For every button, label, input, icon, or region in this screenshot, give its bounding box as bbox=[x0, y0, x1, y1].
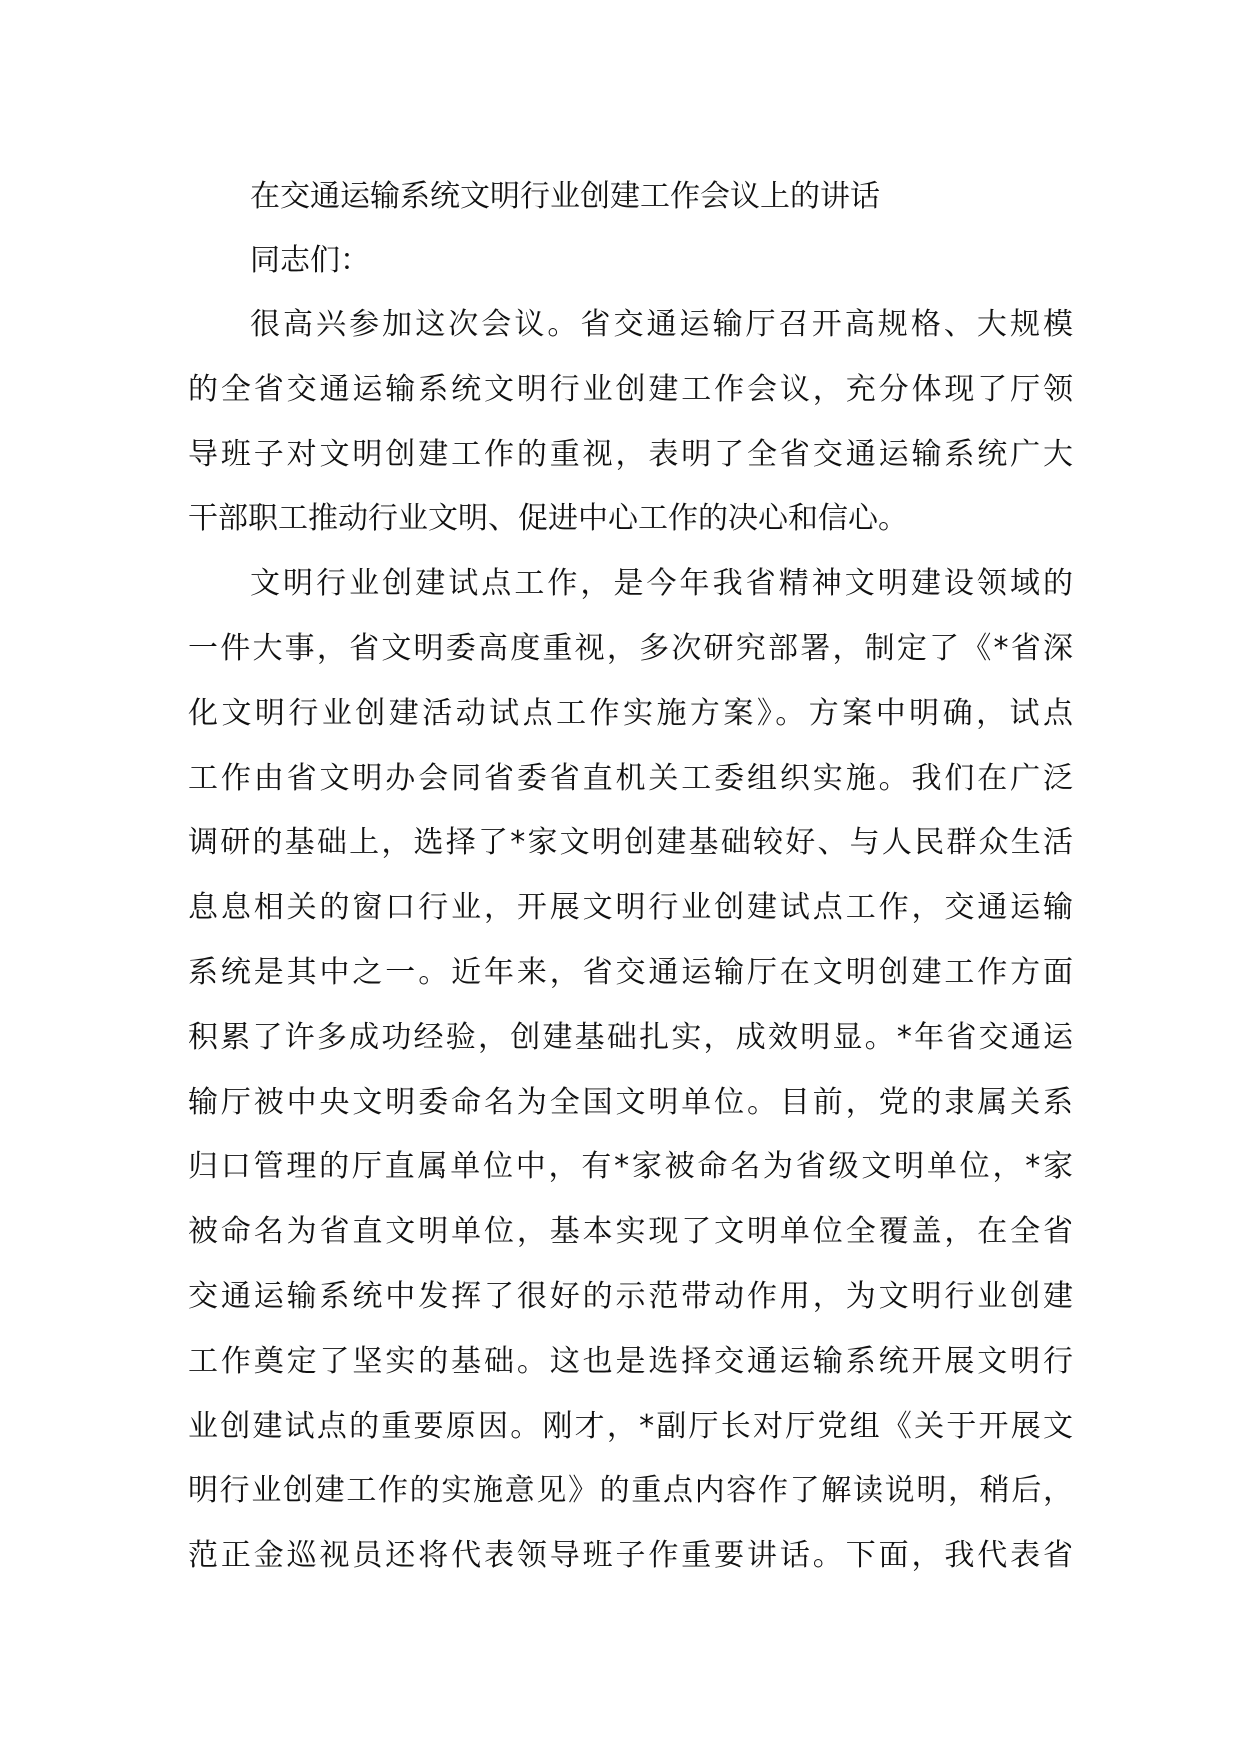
paragraph-2 bbox=[188, 552, 1073, 1589]
text-line: 一件大事，省文明委高度重视，多次研究部署，制定了《*省深 bbox=[188, 630, 1073, 666]
text-line: 系统是其中之一。近年来，省交通运输厅在文明创建工作方面 bbox=[188, 954, 1073, 990]
text-line: 输厅被中央文明委命名为全国文明单位。目前，党的隶属关系 bbox=[188, 1084, 1073, 1120]
text-line: 调研的基础上，选择了*家文明创建基础较好、与人民群众生活 bbox=[188, 825, 1073, 861]
text-line: 业创建试点的重要原因。刚才，*副厅长对厅党组《关于开展文 bbox=[188, 1408, 1073, 1444]
text-line: 明行业创建工作的实施意见》的重点内容作了解读说明，稍后， bbox=[188, 1473, 1073, 1509]
text-line: 积累了许多成功经验，创建基础扎实，成效明显。*年省交通运 bbox=[188, 1019, 1073, 1055]
text-line: 工作由省文明办会同省委省直机关工委组织实施。我们在广泛 bbox=[188, 760, 1073, 796]
text-line: 化文明行业创建活动试点工作实施方案》。方案中明确，试点 bbox=[188, 695, 1073, 731]
text-line: 导班子对文明创建工作的重视，表明了全省交通运输系统广大 bbox=[188, 436, 1073, 472]
text-line: 文明行业创建试点工作，是今年我省精神文明建设领域的 bbox=[250, 566, 1073, 602]
document-body bbox=[188, 165, 1073, 1589]
text-line: 范正金巡视员还将代表领导班子作重要讲话。下面，我代表省 bbox=[188, 1538, 1073, 1574]
text-line: 的全省交通运输系统文明行业创建工作会议，充分体现了厅领 bbox=[188, 371, 1073, 407]
speech-title: 在交通运输系统文明行业创建工作会议上的讲话 bbox=[250, 179, 880, 214]
text-line: 归口管理的厅直属单位中，有*家被命名为省级文明单位，*家 bbox=[188, 1149, 1073, 1185]
text-line: 很高兴参加这次会议。省交通运输厅召开高规格、大规模 bbox=[250, 307, 1073, 342]
salutation: 同志们： bbox=[250, 243, 370, 278]
text-line: 交通运输系统中发挥了很好的示范带动作用，为文明行业创建 bbox=[188, 1278, 1073, 1314]
text-line: 工作奠定了坚实的基础。这也是选择交通运输系统开展文明行 bbox=[188, 1343, 1073, 1379]
paragraph-1 bbox=[188, 293, 1073, 552]
text-line: 息息相关的窗口行业，开展文明行业创建试点工作，交通运输 bbox=[188, 890, 1073, 926]
text-line: 被命名为省直文明单位，基本实现了文明单位全覆盖，在全省 bbox=[188, 1214, 1073, 1250]
text-line: 干部职工推动行业文明、促进中心工作的决心和信心。 bbox=[188, 501, 908, 537]
